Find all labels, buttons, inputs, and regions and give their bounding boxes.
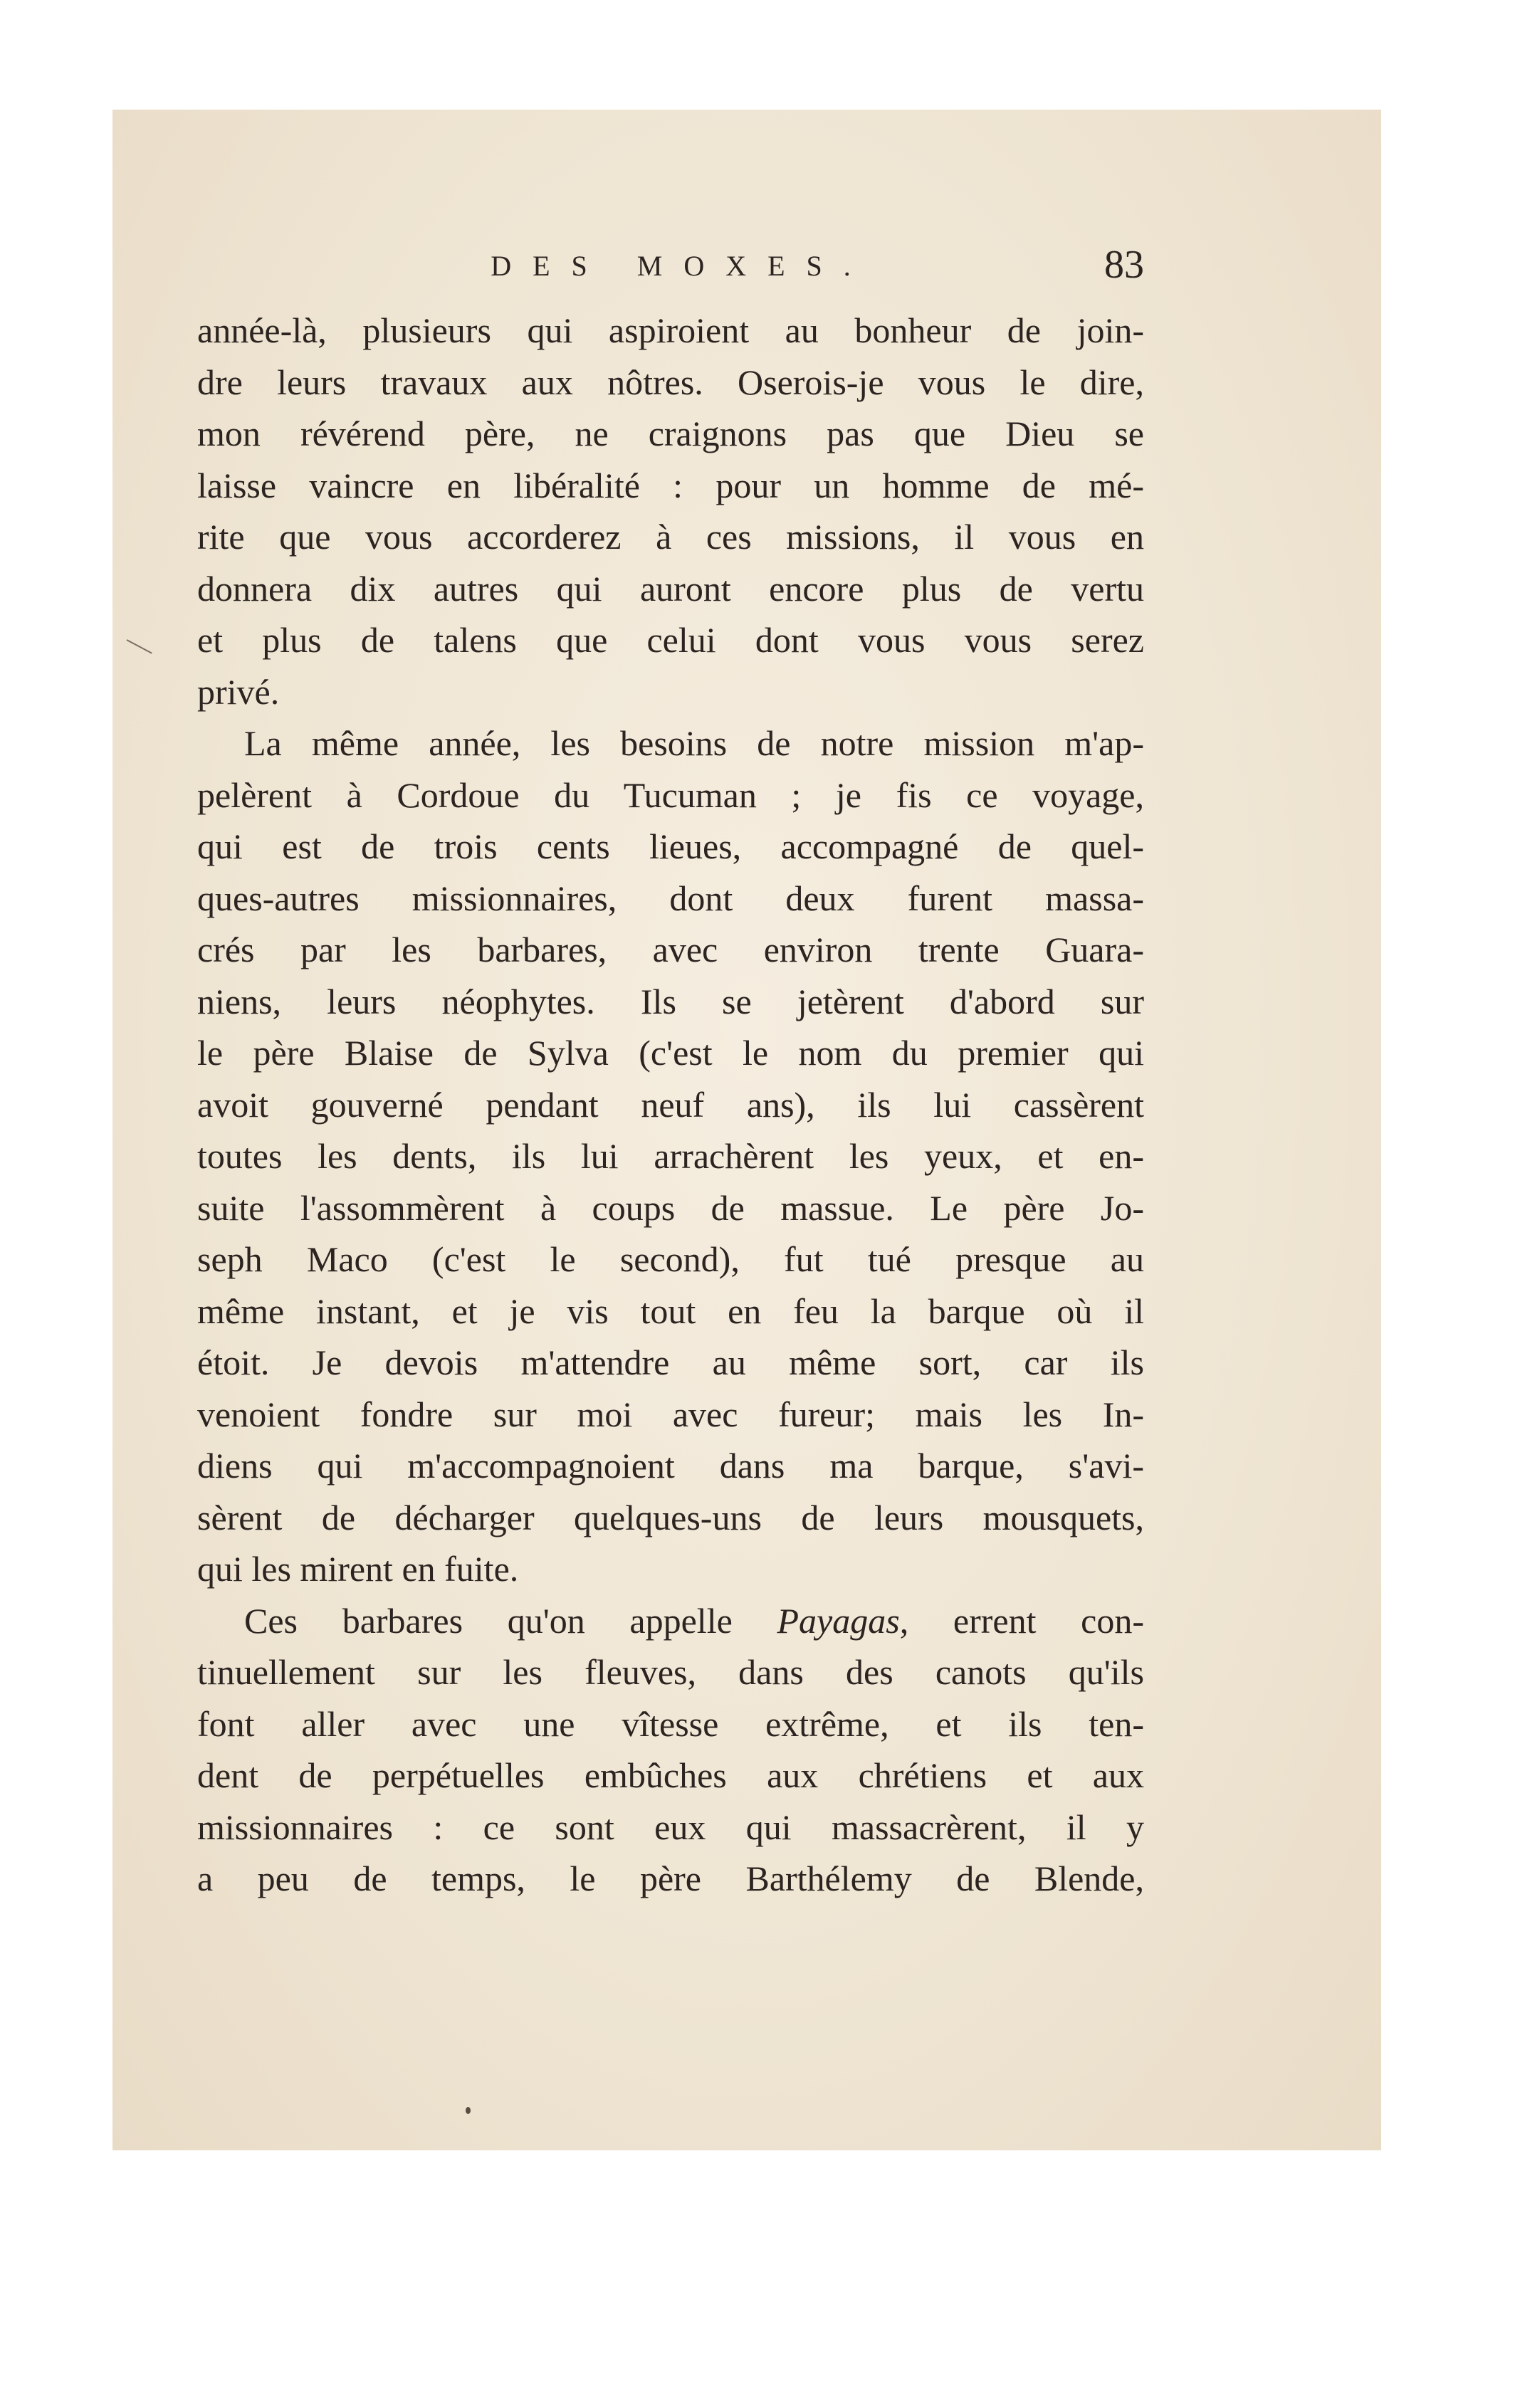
text-line: rite que vous accorderez à ces missions, il vous en	[197, 517, 1144, 557]
text-line: avoit gouverné pendant neuf ans), ils lui cassèrent	[197, 1084, 1144, 1125]
text-line: dre leurs travaux aux nôtres. Oserois-je vous le dire,	[197, 362, 1144, 402]
page-text-block	[197, 242, 1144, 1905]
text-line: le père Blaise de Sylva (c'est le nom du premier qui	[197, 1033, 1144, 1073]
text-line: sèrent de décharger quelques-uns de leurs mousquets,	[197, 1497, 1144, 1537]
text-line: donnera dix autres qui auront encore plus de vertu	[197, 568, 1144, 609]
paragraph-3	[197, 1595, 1144, 1905]
text-line: même instant, et je vis tout en feu la barque où il	[197, 1290, 1144, 1331]
text-line: a peu de temps, le père Barthélemy de Blende,	[197, 1858, 1144, 1898]
paragraph-2	[197, 717, 1144, 1595]
running-head	[197, 242, 1144, 292]
text-line-with-italic	[197, 1595, 1144, 1647]
text-line: pelèrent à Cordoue du Tucuman ; je fis ce voyage,	[197, 774, 1144, 815]
text-line: niens, leurs néophytes. Ils se jetèrent d'abord sur	[197, 981, 1144, 1021]
text-line: qui est de trois cents lieues, accompagné de quel-	[197, 826, 1144, 866]
italic-term: Payagas	[777, 1600, 900, 1641]
text-line: mon révérend père, ne craignons pas que Dieu se	[197, 414, 1144, 453]
text-line: et plus de talens que celui dont vous vous serez	[197, 620, 1144, 660]
text-line: toutes les dents, ils lui arrachèrent les yeux, et en-	[197, 1136, 1144, 1176]
text-line: ques-autres missionnaires, dont deux furent massa-	[197, 878, 1144, 918]
text-line: venoient fondre sur moi avec fureur; mais les In-	[197, 1394, 1144, 1434]
text-line: année-là, plusieurs qui aspiroient au bonheur de join-	[197, 310, 1144, 350]
text-line: qui les mirent en fuite.	[197, 1549, 519, 1589]
line-text-after: , errent con-	[899, 1600, 1144, 1641]
text-line: suite l'assommèrent à coups de massue. Le père Jo-	[197, 1187, 1144, 1228]
text-line: laisse vaincre en libéralité : pour un homme de mé-	[197, 465, 1144, 505]
text-line: missionnaires : ce sont eux qui massacrèrent, il y	[197, 1807, 1144, 1847]
text-line: tinuellement sur les fleuves, dans des canots qu'ils	[197, 1652, 1144, 1692]
text-line: étoit. Je devois m'attendre au même sort, car ils	[197, 1342, 1144, 1382]
text-line: font aller avec une vîtesse extrême, et ils ten-	[197, 1703, 1144, 1744]
running-title: DES MOXES.	[491, 250, 872, 282]
text-line: seph Maco (c'est le second), fut tué presque au	[197, 1239, 1144, 1279]
text-line: crés par les barbares, avec environ trente Guara-	[197, 930, 1144, 969]
paragraph-1	[197, 305, 1144, 717]
page-number: 83	[1104, 243, 1144, 287]
text-line: privé.	[197, 671, 280, 712]
text-line: diens qui m'accompagnoient dans ma barque, s'avi-	[197, 1446, 1144, 1486]
text-line: La même année, les besoins de notre mission m'ap-	[244, 723, 1144, 763]
line-text-before: Ces barbares qu'on appelle	[244, 1600, 777, 1641]
ink-speck	[466, 2107, 471, 2114]
text-line: dent de perpétuelles embûches aux chrétiens et aux	[197, 1755, 1144, 1795]
